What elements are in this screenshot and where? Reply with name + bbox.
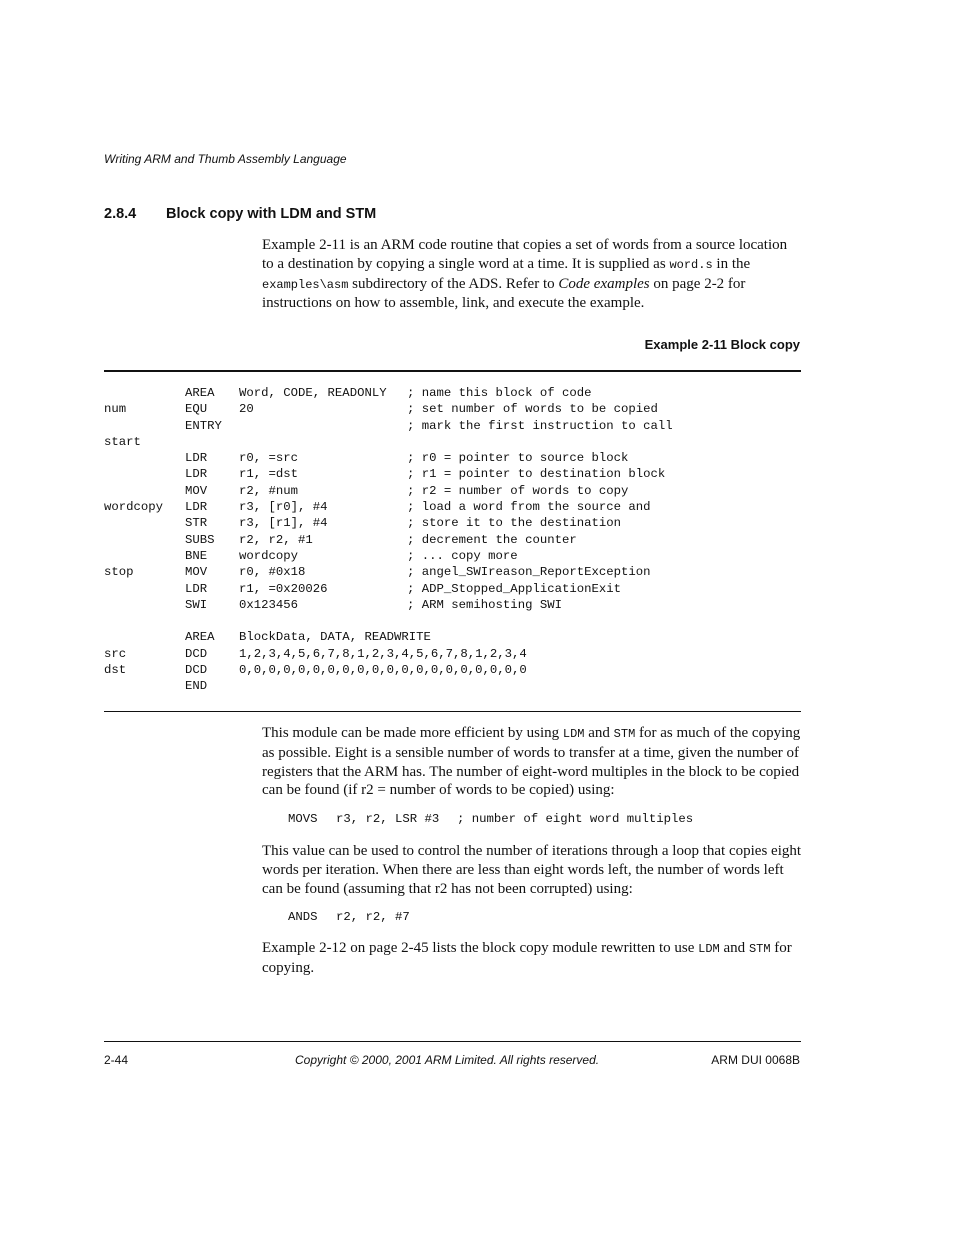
snippet1-comment: ; number of eight word multiples (457, 812, 694, 826)
code-operands: 20 (239, 402, 254, 417)
code-operands: wordcopy (239, 548, 299, 563)
code-opcode: EQU (185, 402, 208, 417)
intro-paragraph (262, 236, 802, 313)
code-opcode: LDR (185, 451, 208, 466)
document-id: ARM DUI 0068B (711, 1053, 800, 1067)
code-opcode: LDR (185, 467, 208, 482)
code-opcode: STR (185, 516, 208, 531)
code-opcode: DCD (185, 646, 208, 661)
para3-text-1: Example 2-12 on page 2-45 lists the block copy module rewritten to use (262, 940, 699, 956)
para1-code-stm: STM (613, 727, 636, 741)
code-operands: r0, =src (239, 451, 299, 466)
code-label: start (104, 434, 141, 449)
intro-text-2: in the (712, 255, 751, 272)
code-opcode: SWI (185, 597, 208, 612)
intro-code-word-s: word.s (669, 257, 713, 272)
code-snippet-movs (288, 812, 694, 840)
snippet1-args: r3, r2, LSR #3 (336, 812, 440, 826)
code-bottom-rule (104, 711, 801, 712)
paragraph-efficiency (262, 724, 802, 800)
code-comment: ; r2 = number of words to copy (407, 483, 629, 498)
section-title: Block copy with LDM and STM (166, 206, 377, 222)
code-snippet-ands (288, 910, 410, 938)
para3-code-ldm: LDM (698, 942, 720, 956)
code-top-rule (104, 370, 801, 372)
intro-code-examples-asm: examples\asm (262, 277, 349, 292)
code-comment: ; store it to the destination (407, 516, 622, 531)
para3-text-2: and (719, 940, 749, 956)
snippet2-args: r2, r2, #7 (336, 910, 410, 924)
para1-text-3: for as much of the copying as possible. Eight is a sensible number of words to transfer at a time, given the number of registers that the ARM has. The number of eight-word multiples in the block to be copied can be found (if r2 = number of words to be copied) using: (262, 725, 801, 799)
code-opcode: MOV (185, 483, 208, 498)
code-label: src (104, 646, 127, 661)
code-opcode: AREA (185, 386, 215, 400)
code-operands: BlockData, DATA, READWRITE (239, 630, 431, 645)
paragraph-reference (262, 939, 802, 978)
intro-text-1: Example 2-11 is an ARM code routine that copies a set of words from a source location to a destination by copying a single word at a time. It is supplied as (262, 237, 788, 272)
code-comment: ; ARM semihosting SWI (407, 597, 562, 612)
code-comment: ; set number of words to be copied (407, 402, 658, 417)
code-operands: r1, =dst (239, 467, 299, 482)
code-comment: ; decrement the counter (407, 532, 577, 547)
code-operands: r2, #num (239, 483, 299, 498)
code-comment: ; load a word from the source and (407, 500, 651, 515)
code-opcode: END (185, 679, 208, 694)
code-operands: r3, [r1], #4 (239, 516, 328, 531)
running-header: Writing ARM and Thumb Assembly Language (104, 152, 347, 166)
code-opcode: LDR (185, 500, 208, 515)
code-opcode: AREA (185, 630, 215, 645)
code-label: wordcopy (104, 500, 164, 515)
code-comment: ; r1 = pointer to destination block (407, 467, 666, 482)
code-operands: r3, [r0], #4 (239, 500, 328, 515)
paragraph-iterations: This value can be used to control the number of iterations through a loop that copies eight words per iteration. When there are less than eight words left, the number of words left can be found (assuming that r2 has not been corrupted) using: (262, 843, 802, 897)
para3-code-stm: STM (748, 942, 771, 956)
code-comment: ; name this block of code (407, 386, 592, 400)
code-comment: ; angel_SWIreason_ReportException (407, 565, 651, 580)
footer-rule (104, 1041, 801, 1042)
code-opcode: ENTRY (185, 418, 222, 433)
snippet2-op: ANDS (288, 910, 318, 924)
code-opcode: SUBS (185, 532, 215, 547)
code-operands: 1,2,3,4,5,6,7,8,1,2,3,4,5,6,7,8,1,2,3,4 (239, 646, 527, 661)
code-operands: 0,0,0,0,0,0,0,0,0,0,0,0,0,0,0,0,0,0,0,0 (239, 663, 527, 678)
code-label: dst (104, 663, 127, 678)
code-label: stop (104, 565, 134, 580)
intro-text-3: subdirectory of the ADS. Refer to (348, 275, 559, 292)
code-operands: r2, r2, #1 (239, 532, 313, 547)
code-operands: r0, #0x18 (239, 565, 306, 580)
para1-text-1: This module can be made more efficient by using (262, 725, 563, 741)
code-operands: Word, CODE, READONLY (239, 386, 387, 400)
copyright-notice: Copyright © 2000, 2001 ARM Limited. All rights reserved. (295, 1053, 600, 1067)
para1-text-2: and (584, 725, 614, 741)
intro-text-4: on page 2-2 for instructions on how to assemble, link, and execute the example. (262, 275, 746, 312)
code-label: num (104, 402, 127, 417)
code-opcode: MOV (185, 565, 208, 580)
code-comment: ; ADP_Stopped_ApplicationExit (407, 581, 622, 596)
code-opcode: LDR (185, 581, 208, 596)
section-number: 2.8.4 (104, 206, 137, 222)
intro-italic-link: Code examples (558, 275, 650, 292)
code-comment: ; r0 = pointer to source block (407, 451, 629, 466)
snippet1-op: MOVS (288, 812, 318, 826)
code-operands: r1, =0x20026 (239, 581, 328, 596)
section-heading (104, 206, 376, 222)
code-operands: 0x123456 (239, 597, 299, 612)
para3-text-3: for copying. (262, 940, 792, 976)
code-comment: ; mark the first instruction to call (407, 418, 673, 433)
example-caption: Example 2-11 Block copy (644, 337, 800, 352)
code-opcode: BNE (185, 548, 208, 563)
code-comment: ; ... copy more (407, 548, 518, 563)
code-opcode: DCD (185, 663, 208, 678)
page-number: 2-44 (104, 1053, 129, 1067)
para1-code-ldm: LDM (562, 727, 585, 741)
